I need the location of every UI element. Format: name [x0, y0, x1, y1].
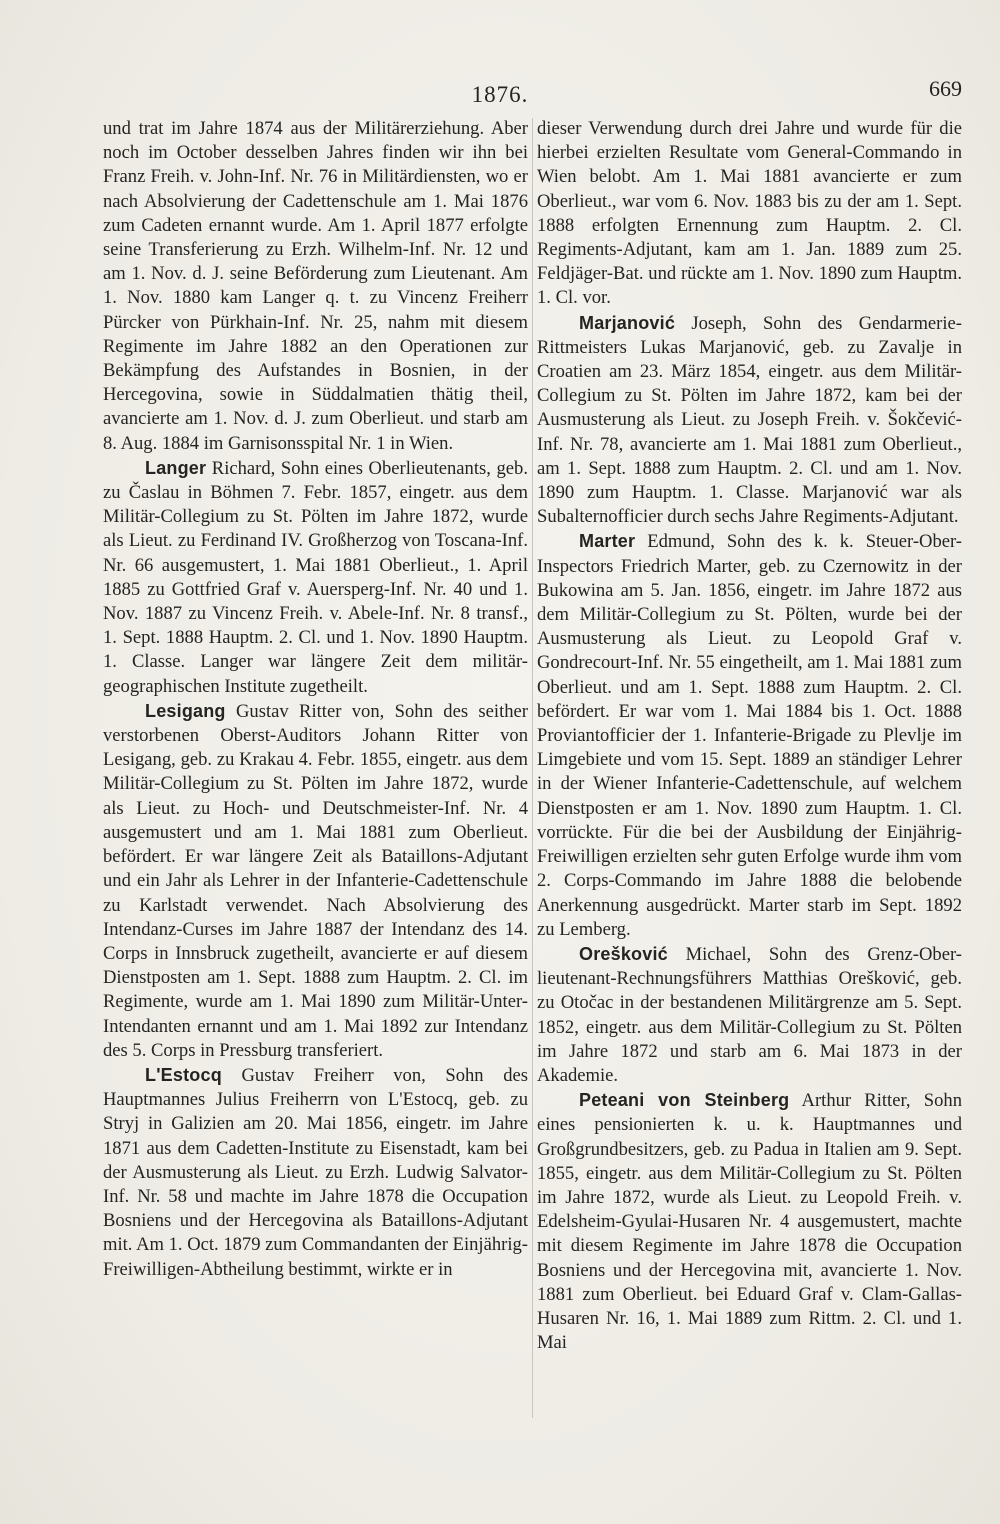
left-column [103, 117, 528, 1282]
entry-text: Joseph, Sohn des Gendarmerie-Rittmeisters Lukas Marjanović, geb. zu Zavalje in Croatien am 23. März 1854, eingetr. aus dem Militär-Collegium zu St. Pölten im Jahre 1872, kam bei der Ausmusterung als Lieut. zu Joseph Freih. v. Šokčević-Inf. Nr. 78, avancierte am 1. Mai 1881 zum Oberlieut., am 1. Sept. 1888 zum Hauptm. 2. Cl. und am 1. Nov. 1890 zum Hauptm. 1. Classe. Marjanović war als Subalternofficier durch sechs Jahre Regiments-Adjutant. [537, 312, 962, 528]
column-gutter [532, 118, 533, 1418]
right-column [537, 117, 962, 1355]
entry-name: Langer [145, 457, 207, 478]
page-number: 669 [929, 76, 962, 101]
biography-entry-lesigang [103, 699, 528, 1063]
continued-paragraph: und trat im Jahre 1874 aus der Militärerziehung. Aber noch im October desselben Jahres finden wir ihn bei Franz Freih. v. John-Inf. Nr. 76 in Militärdiensten, wo er nach Absolvierung der Cadettenschule am 1. Mai 1876 zum Cadeten ernannt wurde. Am 1. April 1877 erfolgte seine Transferierung zu Erzh. Wilhelm-Inf. Nr. 12 und am 1. Nov. d. J. seine Beförderung zum Lieutenant. Am 1. Nov. 1880 kam Langer q. t. zu Vincenz Freiherr Pürcker von Pürkhain-Inf. Nr. 25, nahm mit diesem Regimente im Jahre 1882 an den Operationen zur Bekämpfung des Aufstandes in Bosnien, in der Hercegovina, sowie in Süddalmatien thätig theil, avancierte am 1. Nov. d. J. zum Oberlieut. und starb am 8. Aug. 1884 im Garnisonsspital Nr. 1 in Wien. [103, 118, 528, 454]
entry-text: Richard, Sohn eines Oberlieutenants, geb. zu Časlau in Böhmen 7. Febr. 1857, eingetr. aus dem Militär-Collegium zu St. Pölten im Jahre 1872, wurde als Lieut. zu Ferdinand IV. Großherzog von Toscana-Inf. Nr. 66 ausgemustert, 1. Mai 1881 Oberlieut., 1. April 1885 zu Gottfried Graf v. Auersperg-Inf. Nr. 40 und 1. Nov. 1887 zu Vincenz Freih. v. Abele-Inf. Nr. 8 transf., 1. Sept. 1888 Hauptm. 2. Cl. und 1. Nov. 1890 Hauptm. 1. Classe. Langer war längere Zeit dem militär-geographischen Institute zugetheilt. [103, 457, 528, 697]
entry-name: Marter [579, 531, 636, 552]
entry-text: Gustav Freiherr von, Sohn des Hauptmannes Julius Freiherrn von L'Estocq, geb. zu Stryj in Galizien am 20. Mai 1856, eingetr. im Jahre 1871 aus dem Cadetten-Institute zu Eisenstadt, kam bei der Ausmusterung als Lieut. zu Erzh. Ludwig Salvator-Inf. Nr. 58 und machte im Jahre 1878 die Occupation Bosniens und der Hercegovina als Bataillons-Adjutant mit. Am 1. Oct. 1879 zum Commandanten der Einjährig-Freiwilligen-Abtheilung bestimmt, wirkte er in [103, 1064, 528, 1280]
page-header-year: 1876. [471, 82, 529, 107]
entry-name: Lesigang [145, 700, 226, 721]
entry-name: L'Estocq [145, 1064, 222, 1085]
entry-text: Michael, Sohn des Grenz-Ober-lieutenant-Rechnungsführers Matthias Orešković, geb. zu Otočac in der bestandenen Militärgrenze am 5. Sept. 1852, eingetr. aus dem Militär-Collegium zu St. Pölten im Jahre 1872 und starb am 6. Mai 1873 in der Akademie. [537, 943, 962, 1086]
entry-name: Peteani von Steinberg [579, 1090, 790, 1111]
entry-text: Arthur Ritter, Sohn eines pensionierten k. u. k. Hauptmannes und Großgrundbesitzers, geb. zu Padua in Italien am 9. Sept. 1855, eingetr. aus dem Militär-Collegium zu St. Pölten im Jahre 1872, wurde als Lieut. zu Leopold Freih. v. Edelsheim-Gyulai-Husaren Nr. 4 ausgemustert, machte mit diesem Regimente im Jahre 1878 die Occupation Bosniens und der Hercegovina mit, avancierte 1. Nov. 1881 zum Oberlieut. bei Eduard Graf v. Clam-Gallas-Husaren Nr. 16, 1. Mai 1889 zum Rittm. 2. Cl. und 1. Mai [537, 1090, 962, 1354]
biography-entry-langer [103, 456, 528, 699]
biography-entry-marter [537, 529, 962, 941]
entry-text: Edmund, Sohn des k. k. Steuer-Ober-Inspectors Friedrich Marter, geb. zu Czernowitz in der Bukowina am 5. Jan. 1856, eingetr. im Jahre 1872 aus dem Militär-Collegium zu St. Pölten, wurde bei der Ausmusterung als Lieut. zu Leopold Graf v. Gondrecourt-Inf. Nr. 55 eingetheilt, am 1. Mai 1881 zum Oberlieut. und am 1. Sept. 1888 zum Hauptm. 2. Cl. befördert. Er war vom 1. Mai 1884 bis 1. Oct. 1888 Proviantofficier der 1. Infanterie-Brigade zu Plevlje im Limgebiete und vom 15. Sept. 1889 an ständiger Lehrer in der Wiener Infanterie-Cadettenschule, auf welchem Dienstposten er am 1. Nov. 1890 zum Hauptm. 1. Cl. vorrückte. Für die bei der Ausbildung der Einjährig-Freiwilligen erzielten sehr guten Erfolge wurde ihm vom 2. Corps-Commando im Jahre 1888 die belobende Anerkennung ausgedrückt. Marter starb im Sept. 1892 zu Lemberg. [537, 531, 962, 940]
biography-entry-peteani [537, 1088, 962, 1355]
biography-entry-lestocq [103, 1063, 528, 1282]
biography-entry-marjanovic [537, 311, 962, 530]
entry-text: Gustav Ritter von, Sohn des seither verstorbenen Oberst-Auditors Johann Ritter von Lesigang, geb. zu Krakau 4. Febr. 1855, eingetr. aus dem Militär-Collegium zu St. Pölten im Jahre 1872, wurde als Lieut. zu Hoch- und Deutschmeister-Inf. Nr. 4 ausgemustert und am 1. Mai 1881 zum Oberlieut. befördert. Er war längere Zeit als Bataillons-Adjutant und ein Jahr als Lehrer in der Infanterie-Cadettenschule zu Karlstadt verwendet. Nach Absolvierung des Intendanz-Curses im Jahre 1887 der Intendanz des 14. Corps in Innsbruck zugetheilt, avancierte er auf diesem Dienstposten am 1. Sept. 1888 zum Hauptm. 2. Cl. im Regimente, wurde am 1. Mai 1890 zum Militär-Unter-Intendanten ernannt und am 1. Mai 1892 zur Intendanz des 5. Corps in Pressburg transferiert. [103, 700, 528, 1061]
entry-name: Marjanović [579, 312, 676, 333]
continued-paragraph: dieser Verwendung durch drei Jahre und wurde für die hierbei erzielten Resultate vom General-Commando in Wien belobt. Am 1. Mai 1881 avancierte er zum Oberlieut., war vom 6. Nov. 1883 bis zu der am 1. Sept. 1888 erfolgten Ernennung zum Hauptm. 2. Cl. Regiments-Adjutant, kam am 1. Jan. 1889 zum 25. Feldjäger-Bat. und rückte am 1. Nov. 1890 zum Hauptm. 1. Cl. vor. [537, 118, 962, 309]
biography-entry-oreskovic [537, 942, 962, 1088]
entry-name: Orešković [579, 943, 668, 964]
